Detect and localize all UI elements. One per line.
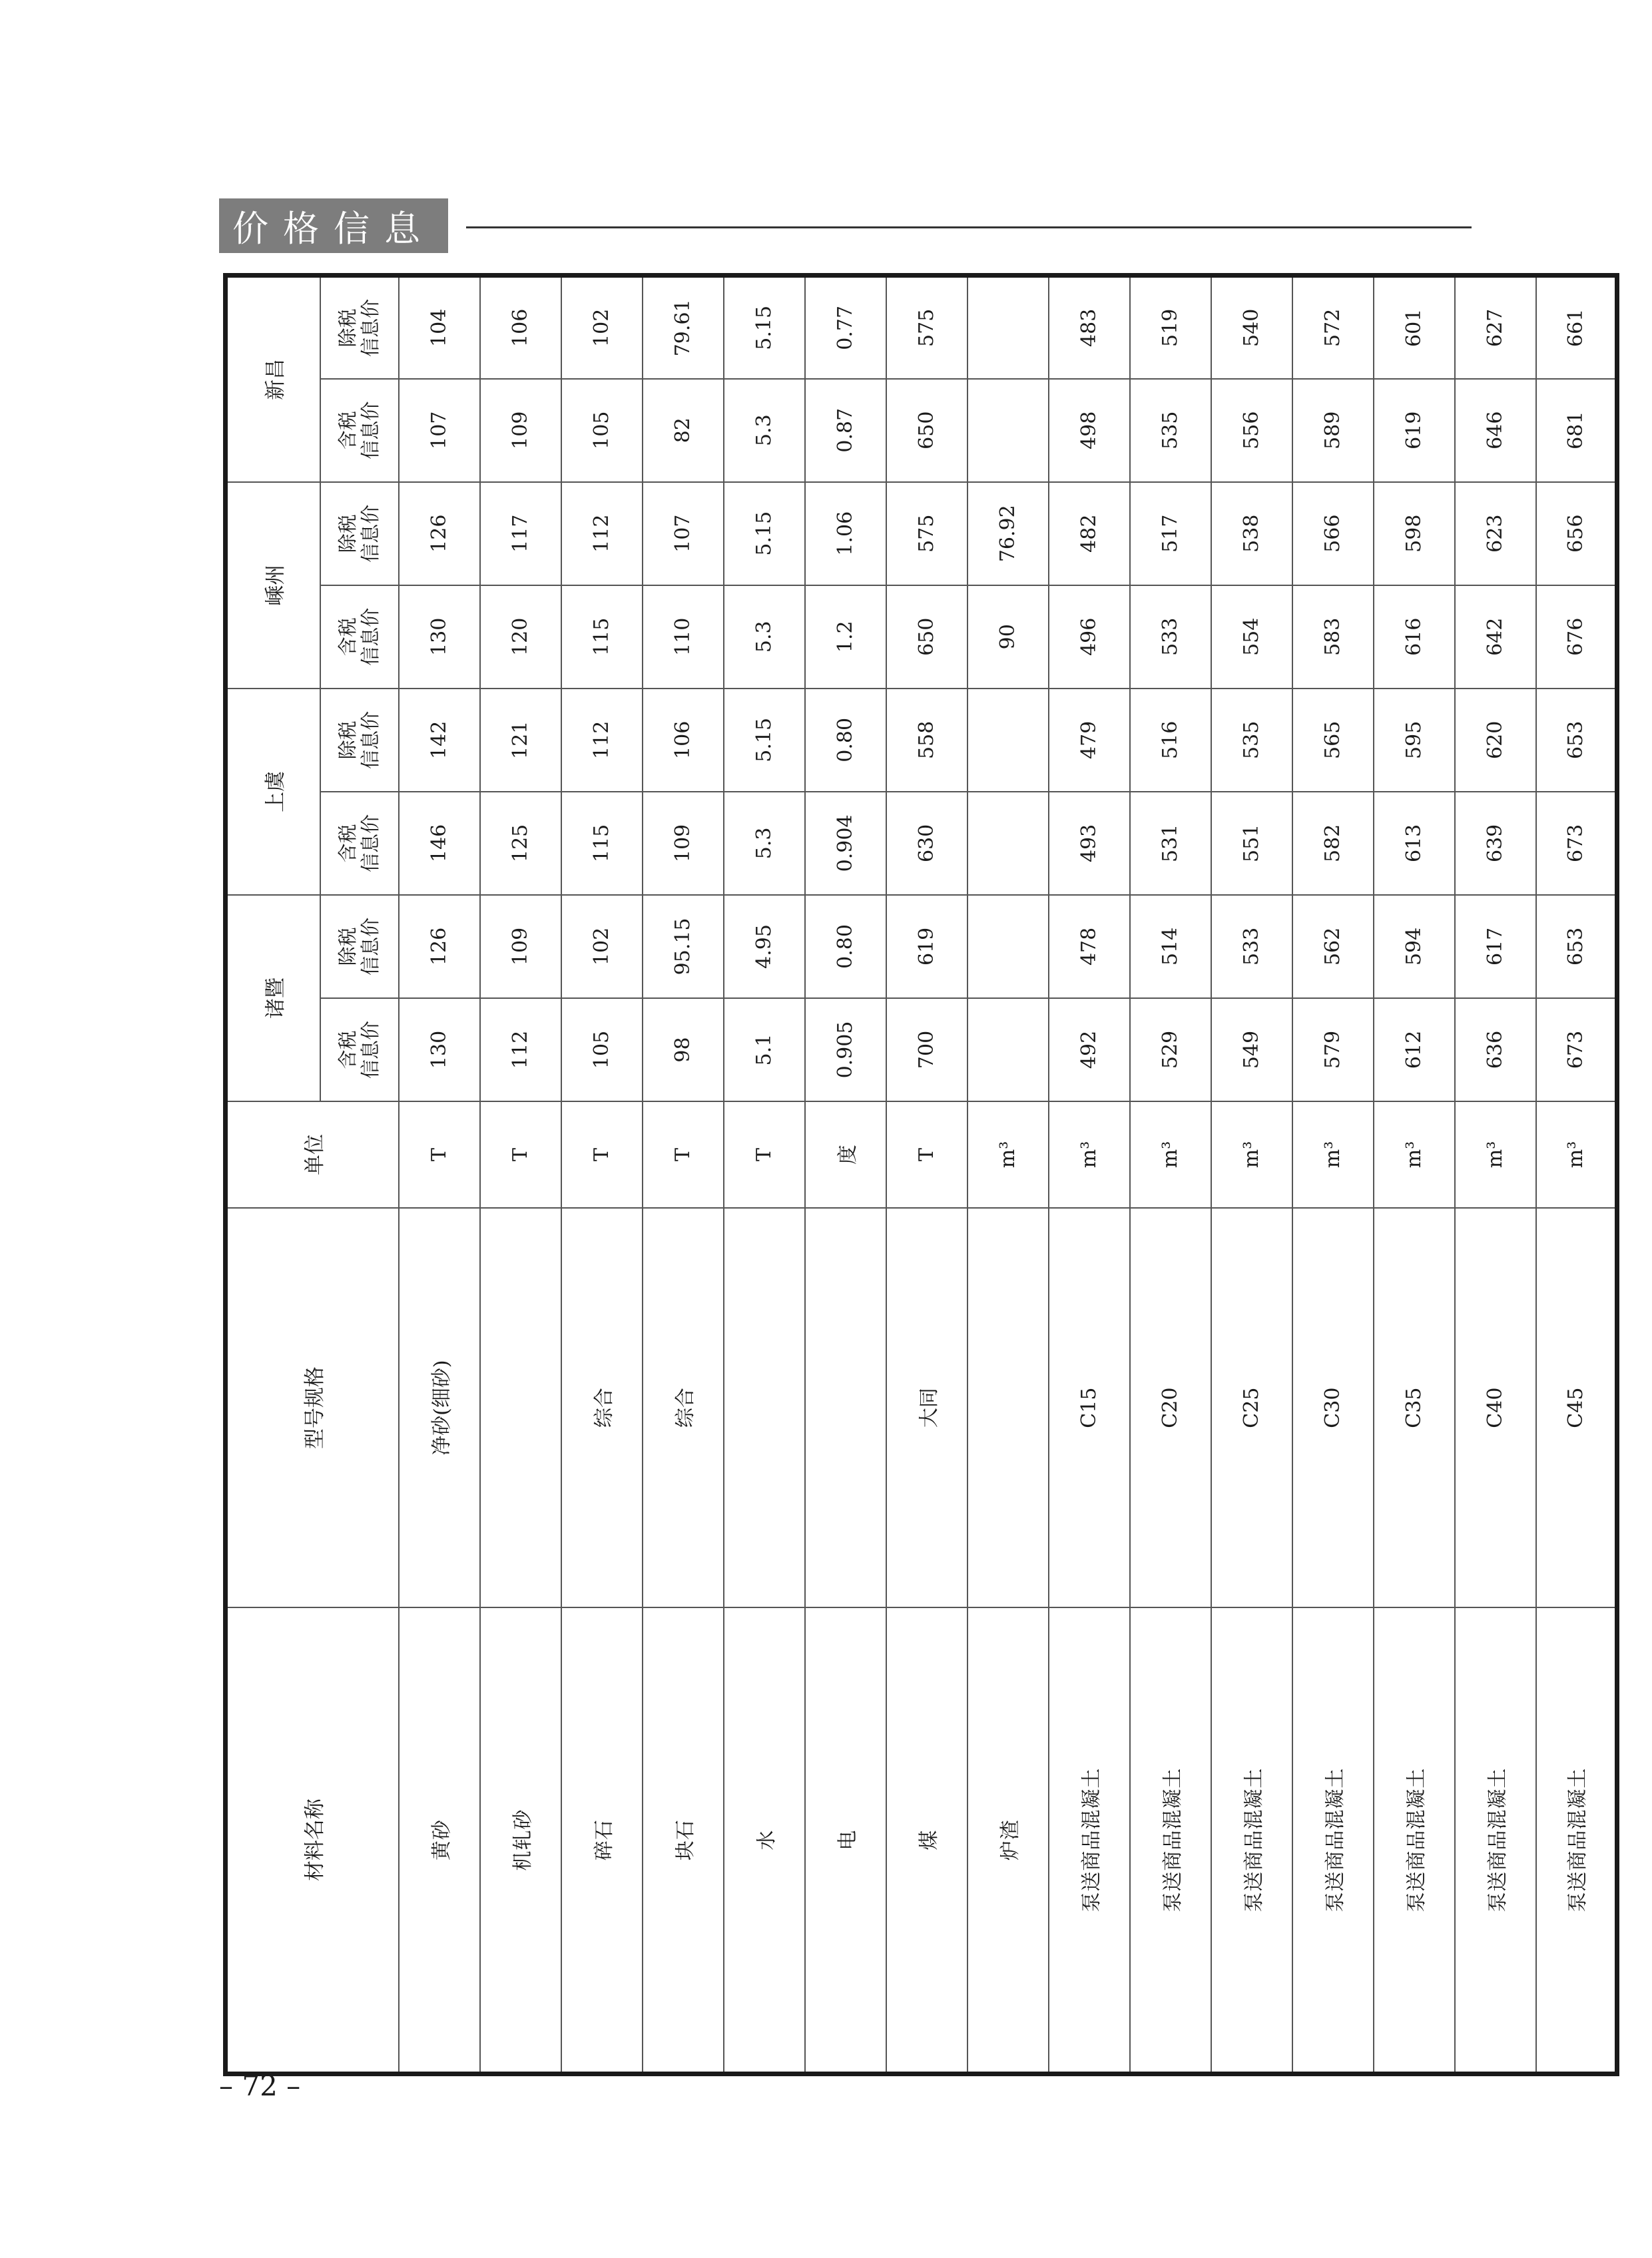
price-incl-tax-cell: 579 xyxy=(1292,998,1374,1101)
table-row xyxy=(1211,276,1292,2074)
unit-cell: m³ xyxy=(967,1101,1049,1208)
price-incl-tax-cell xyxy=(967,792,1049,895)
table-row xyxy=(1292,276,1374,2074)
price-incl-tax-cell: 112 xyxy=(480,998,561,1101)
price-incl-tax-cell xyxy=(967,998,1049,1101)
unit-cell: T xyxy=(480,1101,561,1208)
price-excl-tax-cell: 0.80 xyxy=(805,689,886,792)
price-excl-tax-cell: 102 xyxy=(561,276,643,379)
price-incl-tax-header-line: 含税 xyxy=(336,411,360,450)
price-excl-tax-cell: 516 xyxy=(1130,689,1211,792)
table-row xyxy=(1049,276,1130,2074)
price-excl-tax-cell: 653 xyxy=(1536,895,1617,998)
price-excl-tax-cell: 112 xyxy=(561,689,643,792)
price-incl-tax-cell: 125 xyxy=(480,792,561,895)
price-incl-tax-cell: 630 xyxy=(886,792,967,895)
price-incl-tax-cell: 681 xyxy=(1536,379,1617,482)
material-name-cell: 泵送商品混凝土 xyxy=(1536,1607,1617,2074)
price-excl-tax-header-line: 除税 xyxy=(336,720,360,760)
material-name-cell: 泵送商品混凝土 xyxy=(1130,1607,1211,2074)
price-excl-tax-cell: 106 xyxy=(480,276,561,379)
price-excl-tax-cell: 619 xyxy=(886,895,967,998)
header-region-shengzhou: 嵊州 xyxy=(226,482,320,689)
price-excl-tax-cell: 126 xyxy=(399,482,480,585)
price-incl-tax-cell: 0.87 xyxy=(805,379,886,482)
table-row xyxy=(480,276,561,2074)
material-name-cell: 炉渣 xyxy=(967,1607,1049,2074)
price-excl-tax-header xyxy=(320,276,399,379)
price-incl-tax-cell: 551 xyxy=(1211,792,1292,895)
material-name-cell: 泵送商品混凝土 xyxy=(1049,1607,1130,2074)
table-row xyxy=(1455,276,1536,2074)
price-excl-tax-cell: 533 xyxy=(1211,895,1292,998)
price-excl-tax-cell: 102 xyxy=(561,895,643,998)
spec-cell: C15 xyxy=(1049,1208,1130,1607)
header-divider xyxy=(466,226,1472,228)
price-excl-tax-cell: 653 xyxy=(1536,689,1617,792)
price-excl-tax-cell: 142 xyxy=(399,689,480,792)
price-excl-tax-cell: 514 xyxy=(1130,895,1211,998)
price-incl-tax-cell: 554 xyxy=(1211,585,1292,689)
price-incl-tax-cell: 498 xyxy=(1049,379,1130,482)
price-incl-tax-cell: 115 xyxy=(561,792,643,895)
table-row xyxy=(561,276,643,2074)
price-incl-tax-header-line: 含税 xyxy=(336,1030,360,1069)
price-table-container xyxy=(223,273,1590,2076)
price-excl-tax-cell: 5.15 xyxy=(724,689,805,792)
price-incl-tax-cell: 110 xyxy=(643,585,724,689)
price-incl-tax-cell: 533 xyxy=(1130,585,1211,689)
price-incl-tax-cell: 700 xyxy=(886,998,967,1101)
price-table xyxy=(223,273,1619,2076)
price-excl-tax-cell xyxy=(967,276,1049,379)
price-incl-tax-cell: 130 xyxy=(399,998,480,1101)
price-excl-tax-cell: 562 xyxy=(1292,895,1374,998)
unit-cell: m³ xyxy=(1130,1101,1211,1208)
price-excl-tax-cell xyxy=(967,895,1049,998)
price-excl-tax-cell: 601 xyxy=(1374,276,1455,379)
table-row xyxy=(886,276,967,2074)
price-incl-tax-header-line: 含税 xyxy=(336,617,360,657)
unit-cell: m³ xyxy=(1455,1101,1536,1208)
price-incl-tax-cell: 0.905 xyxy=(805,998,886,1101)
price-incl-tax-cell: 589 xyxy=(1292,379,1374,482)
price-incl-tax-cell: 673 xyxy=(1536,792,1617,895)
price-incl-tax-cell: 5.3 xyxy=(724,792,805,895)
price-excl-tax-cell: 538 xyxy=(1211,482,1292,585)
price-incl-tax-cell: 650 xyxy=(886,585,967,689)
price-excl-tax-header-line: 信息价 xyxy=(358,710,382,769)
price-excl-tax-cell: 535 xyxy=(1211,689,1292,792)
material-name-cell: 水 xyxy=(724,1607,805,2074)
material-name-cell: 泵送商品混凝土 xyxy=(1455,1607,1536,2074)
price-excl-tax-cell: 5.15 xyxy=(724,276,805,379)
price-excl-tax-cell: 0.77 xyxy=(805,276,886,379)
price-excl-tax-cell: 479 xyxy=(1049,689,1130,792)
unit-cell: T xyxy=(643,1101,724,1208)
spec-cell: C25 xyxy=(1211,1208,1292,1607)
price-excl-tax-cell: 540 xyxy=(1211,276,1292,379)
price-excl-tax-cell: 565 xyxy=(1292,689,1374,792)
price-incl-tax-cell: 146 xyxy=(399,792,480,895)
price-incl-tax-cell: 107 xyxy=(399,379,480,482)
price-excl-tax-header-line: 除税 xyxy=(336,927,360,966)
unit-cell: m³ xyxy=(1211,1101,1292,1208)
price-incl-tax-cell: 616 xyxy=(1374,585,1455,689)
price-excl-tax-cell: 0.80 xyxy=(805,895,886,998)
spec-cell: 综合 xyxy=(561,1208,643,1607)
price-excl-tax-cell: 126 xyxy=(399,895,480,998)
price-incl-tax-header xyxy=(320,998,399,1101)
spec-cell: 综合 xyxy=(643,1208,724,1607)
price-excl-tax-header-line: 信息价 xyxy=(358,917,382,976)
price-incl-tax-cell: 1.2 xyxy=(805,585,886,689)
price-excl-tax-cell: 623 xyxy=(1455,482,1536,585)
price-excl-tax-cell: 112 xyxy=(561,482,643,585)
price-excl-tax-header xyxy=(320,895,399,998)
price-excl-tax-cell: 572 xyxy=(1292,276,1374,379)
material-name-cell: 机轧砂 xyxy=(480,1607,561,2074)
price-incl-tax-cell xyxy=(967,379,1049,482)
price-incl-tax-cell: 0.904 xyxy=(805,792,886,895)
table-row xyxy=(1130,276,1211,2074)
price-incl-tax-cell: 105 xyxy=(561,998,643,1101)
price-incl-tax-cell: 583 xyxy=(1292,585,1374,689)
spec-cell xyxy=(805,1208,886,1607)
spec-cell: 大同 xyxy=(886,1208,967,1607)
spec-cell xyxy=(724,1208,805,1607)
spec-cell: C20 xyxy=(1130,1208,1211,1607)
price-excl-tax-header xyxy=(320,689,399,792)
material-name-cell: 泵送商品混凝土 xyxy=(1374,1607,1455,2074)
material-name-cell: 碎石 xyxy=(561,1607,643,2074)
price-incl-tax-cell: 5.3 xyxy=(724,585,805,689)
price-incl-tax-cell: 130 xyxy=(399,585,480,689)
price-excl-tax-cell: 117 xyxy=(480,482,561,585)
price-incl-tax-header-line: 含税 xyxy=(336,824,360,863)
material-name-cell: 泵送商品混凝土 xyxy=(1211,1607,1292,2074)
table-row xyxy=(643,276,724,2074)
price-excl-tax-cell: 5.15 xyxy=(724,482,805,585)
price-excl-tax-cell: 620 xyxy=(1455,689,1536,792)
price-excl-tax-cell: 558 xyxy=(886,689,967,792)
material-name-cell: 块石 xyxy=(643,1607,724,2074)
header-unit: 单位 xyxy=(226,1101,399,1208)
price-excl-tax-cell: 617 xyxy=(1455,895,1536,998)
price-incl-tax-cell: 496 xyxy=(1049,585,1130,689)
price-incl-tax-cell: 582 xyxy=(1292,792,1374,895)
price-excl-tax-header xyxy=(320,482,399,585)
price-excl-tax-cell: 482 xyxy=(1049,482,1130,585)
price-incl-tax-cell: 109 xyxy=(480,379,561,482)
spec-cell: 净砂(细砂) xyxy=(399,1208,480,1607)
price-excl-tax-cell: 598 xyxy=(1374,482,1455,585)
price-excl-tax-cell: 109 xyxy=(480,895,561,998)
price-excl-tax-cell: 566 xyxy=(1292,482,1374,585)
price-excl-tax-cell xyxy=(967,689,1049,792)
unit-cell: T xyxy=(724,1101,805,1208)
price-excl-tax-cell: 104 xyxy=(399,276,480,379)
price-incl-tax-cell: 120 xyxy=(480,585,561,689)
spec-cell xyxy=(480,1208,561,1607)
price-incl-tax-cell: 636 xyxy=(1455,998,1536,1101)
price-incl-tax-cell: 492 xyxy=(1049,998,1130,1101)
table-row xyxy=(967,276,1049,2074)
price-excl-tax-cell: 79.61 xyxy=(643,276,724,379)
price-excl-tax-cell: 595 xyxy=(1374,689,1455,792)
price-incl-tax-cell: 109 xyxy=(643,792,724,895)
price-incl-tax-cell: 646 xyxy=(1455,379,1536,482)
table-row xyxy=(399,276,480,2074)
price-incl-tax-cell: 5.1 xyxy=(724,998,805,1101)
price-incl-tax-cell: 619 xyxy=(1374,379,1455,482)
header-spec: 型号规格 xyxy=(226,1208,399,1607)
price-excl-tax-cell: 483 xyxy=(1049,276,1130,379)
spec-cell: C45 xyxy=(1536,1208,1617,1607)
unit-cell: 度 xyxy=(805,1101,886,1208)
price-excl-tax-header-line: 除税 xyxy=(336,308,360,348)
price-incl-tax-cell: 650 xyxy=(886,379,967,482)
price-excl-tax-cell: 4.95 xyxy=(724,895,805,998)
table-row xyxy=(805,276,886,2074)
material-name-cell: 泵送商品混凝土 xyxy=(1292,1607,1374,2074)
price-incl-tax-cell: 556 xyxy=(1211,379,1292,482)
price-incl-tax-header xyxy=(320,792,399,895)
section-title: 价格信息 xyxy=(219,198,448,253)
unit-cell: T xyxy=(561,1101,643,1208)
unit-cell: T xyxy=(886,1101,967,1208)
price-excl-tax-cell: 121 xyxy=(480,689,561,792)
material-name-cell: 电 xyxy=(805,1607,886,2074)
price-incl-tax-cell: 673 xyxy=(1536,998,1617,1101)
header-region-zhuji: 诸暨 xyxy=(226,895,320,1101)
price-excl-tax-cell: 517 xyxy=(1130,482,1211,585)
unit-cell: m³ xyxy=(1292,1101,1374,1208)
price-incl-tax-cell: 82 xyxy=(643,379,724,482)
price-excl-tax-header-line: 信息价 xyxy=(358,504,382,563)
unit-cell: m³ xyxy=(1536,1101,1617,1208)
price-excl-tax-cell: 575 xyxy=(886,276,967,379)
price-excl-tax-header-line: 除税 xyxy=(336,514,360,553)
price-excl-tax-cell: 594 xyxy=(1374,895,1455,998)
spec-cell: C35 xyxy=(1374,1208,1455,1607)
price-incl-tax-header-line: 信息价 xyxy=(358,401,382,459)
price-incl-tax-cell: 531 xyxy=(1130,792,1211,895)
material-name-cell: 黄砂 xyxy=(399,1607,480,2074)
spec-cell: C30 xyxy=(1292,1208,1374,1607)
header-material-name: 材料名称 xyxy=(226,1607,399,2074)
material-name-cell: 煤 xyxy=(886,1607,967,2074)
price-excl-tax-cell: 519 xyxy=(1130,276,1211,379)
price-incl-tax-cell: 535 xyxy=(1130,379,1211,482)
unit-cell: m³ xyxy=(1049,1101,1130,1208)
price-excl-tax-cell: 107 xyxy=(643,482,724,585)
price-incl-tax-header xyxy=(320,585,399,689)
price-incl-tax-cell: 105 xyxy=(561,379,643,482)
price-excl-tax-cell: 76.92 xyxy=(967,482,1049,585)
price-incl-tax-cell: 639 xyxy=(1455,792,1536,895)
price-excl-tax-cell: 106 xyxy=(643,689,724,792)
table-body xyxy=(399,276,1617,2074)
price-incl-tax-cell: 115 xyxy=(561,585,643,689)
price-incl-tax-cell: 642 xyxy=(1455,585,1536,689)
price-incl-tax-cell: 613 xyxy=(1374,792,1455,895)
unit-cell: m³ xyxy=(1374,1101,1455,1208)
page-number: – 72 – xyxy=(219,2070,301,2102)
price-excl-tax-cell: 575 xyxy=(886,482,967,585)
price-incl-tax-cell: 676 xyxy=(1536,585,1617,689)
price-incl-tax-cell: 5.3 xyxy=(724,379,805,482)
price-excl-tax-cell: 95.15 xyxy=(643,895,724,998)
price-incl-tax-cell: 612 xyxy=(1374,998,1455,1101)
header-region-xinchang: 新昌 xyxy=(226,276,320,482)
table-row xyxy=(724,276,805,2074)
table-row xyxy=(1374,276,1455,2074)
price-incl-tax-cell: 90 xyxy=(967,585,1049,689)
table-row xyxy=(1536,276,1617,2074)
price-excl-tax-cell: 1.06 xyxy=(805,482,886,585)
price-incl-tax-cell: 549 xyxy=(1211,998,1292,1101)
price-incl-tax-header xyxy=(320,379,399,482)
price-incl-tax-header-line: 信息价 xyxy=(358,607,382,666)
price-excl-tax-cell: 656 xyxy=(1536,482,1617,585)
spec-cell xyxy=(967,1208,1049,1607)
price-incl-tax-cell: 98 xyxy=(643,998,724,1101)
price-excl-tax-cell: 627 xyxy=(1455,276,1536,379)
price-excl-tax-cell: 661 xyxy=(1536,276,1617,379)
unit-cell: T xyxy=(399,1101,480,1208)
price-incl-tax-cell: 529 xyxy=(1130,998,1211,1101)
price-excl-tax-cell: 478 xyxy=(1049,895,1130,998)
header-region-shangyu: 上虞 xyxy=(226,689,320,895)
spec-cell: C40 xyxy=(1455,1208,1536,1607)
price-incl-tax-header-line: 信息价 xyxy=(358,1020,382,1079)
price-incl-tax-cell: 493 xyxy=(1049,792,1130,895)
price-excl-tax-header-line: 信息价 xyxy=(358,298,382,357)
price-incl-tax-header-line: 信息价 xyxy=(358,814,382,872)
